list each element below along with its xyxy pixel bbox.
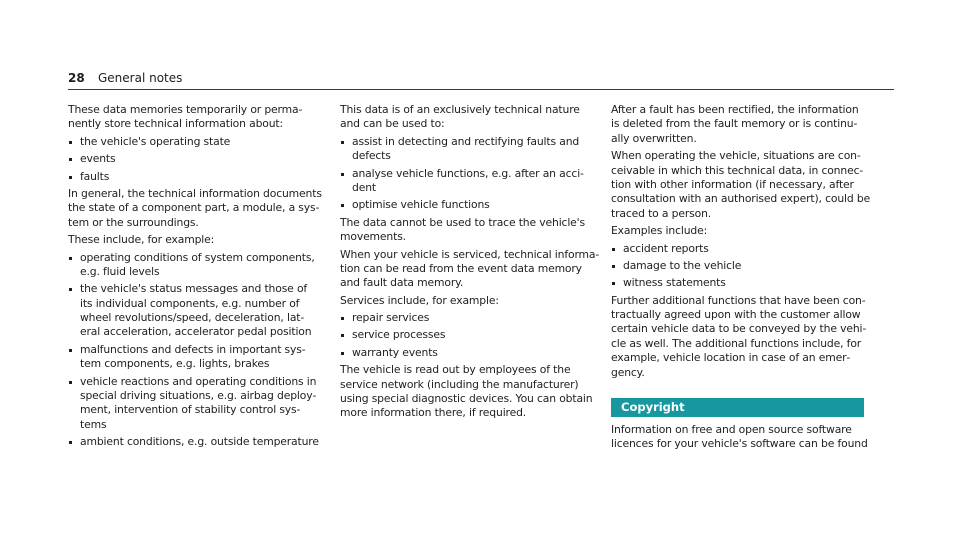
bullet-item bbox=[68, 170, 324, 184]
paragraph bbox=[68, 187, 324, 230]
paragraph bbox=[611, 294, 867, 380]
text-line: ceivable in which this technical data, in connec‐ bbox=[611, 163, 864, 177]
text-line: example, vehicle location in case of an emer‐ bbox=[611, 351, 851, 365]
text-line: Further additional functions that have been con‐ bbox=[611, 293, 866, 307]
text-line: warranty events bbox=[352, 345, 438, 359]
paragraph bbox=[68, 233, 324, 247]
text-line: operating conditions of system components, bbox=[80, 250, 315, 264]
paragraph bbox=[340, 363, 596, 421]
text-column-2 bbox=[340, 103, 600, 424]
text-line: damage to the vehicle bbox=[623, 258, 742, 272]
bullet-item bbox=[68, 343, 324, 372]
bullet-list bbox=[68, 135, 324, 184]
paragraph bbox=[611, 224, 867, 238]
paragraph bbox=[611, 103, 867, 146]
text-line: These data memories temporarily or perma‐ bbox=[68, 103, 303, 116]
text-line: the vehicle's status messages and those of bbox=[80, 282, 308, 296]
text-line: cle as well. The additional functions include, for bbox=[611, 336, 862, 350]
text-line: using special diagnostic devices. You can obtain bbox=[340, 392, 593, 406]
section-title: General notes bbox=[98, 71, 183, 85]
text-line: tion can be read from the event data memory bbox=[340, 261, 582, 275]
paragraph bbox=[340, 216, 596, 245]
text-line: more information there, if required. bbox=[340, 406, 527, 420]
bullet-item bbox=[340, 167, 596, 196]
text-line: faults bbox=[80, 169, 110, 183]
bullet-item bbox=[611, 259, 867, 273]
text-line: events bbox=[80, 152, 116, 166]
text-line: ally overwritten. bbox=[611, 131, 697, 145]
bullet-list bbox=[611, 242, 867, 291]
text-line: ambient conditions, e.g. outside temperature bbox=[80, 435, 319, 449]
text-line: When your vehicle is serviced, technical informa‐ bbox=[340, 247, 600, 261]
text-line: The vehicle is read out by employees of the bbox=[340, 363, 571, 377]
text-line: service processes bbox=[352, 328, 446, 342]
text-line: licences for your vehicle's software can be found bbox=[611, 437, 868, 451]
text-line: eral acceleration, accelerator pedal position bbox=[80, 325, 312, 339]
text-line: repair services bbox=[352, 311, 430, 325]
text-line: tem or the surroundings. bbox=[68, 215, 199, 229]
text-line: wheel revolutions/speed, deceleration, lat‐ bbox=[80, 311, 305, 325]
text-line: After a fault has been rectified, the information bbox=[611, 103, 859, 116]
bullet-item bbox=[340, 198, 596, 212]
bullet-item bbox=[68, 375, 324, 433]
text-line: tractually agreed upon with the customer allow bbox=[611, 308, 861, 322]
header-divider bbox=[68, 89, 894, 90]
text-line: The data cannot be used to trace the vehicle's bbox=[340, 215, 585, 229]
text-line: its individual components, e.g. number of bbox=[80, 296, 300, 310]
bullet-item bbox=[611, 276, 867, 290]
text-line: tion with other information (if necessary, after bbox=[611, 177, 854, 191]
text-line: e.g. fluid levels bbox=[80, 264, 160, 278]
bullet-item bbox=[68, 282, 324, 340]
bullet-list bbox=[68, 251, 324, 450]
bullet-item bbox=[68, 435, 324, 449]
text-line: accident reports bbox=[623, 241, 709, 255]
bullet-item bbox=[340, 311, 596, 325]
text-line: is deleted from the fault memory or is continu‐ bbox=[611, 117, 858, 131]
text-line: ment, intervention of stability control sys‐ bbox=[80, 403, 301, 417]
bullet-item bbox=[340, 135, 596, 164]
paragraph bbox=[68, 103, 324, 132]
bullet-item bbox=[68, 135, 324, 149]
copyright-heading: Copyright bbox=[621, 400, 685, 414]
text-line: These include, for example: bbox=[68, 233, 215, 247]
text-column-3 bbox=[611, 103, 871, 383]
text-line: defects bbox=[352, 149, 391, 163]
copyright-paragraph bbox=[611, 423, 867, 452]
text-line: certain vehicle data to be conveyed by the vehi‐ bbox=[611, 322, 867, 336]
text-line: tem components, e.g. lights, brakes bbox=[80, 357, 270, 371]
page-number: 28 bbox=[68, 71, 85, 85]
text-line: the vehicle's operating state bbox=[80, 134, 231, 148]
bullet-item bbox=[68, 152, 324, 166]
text-line: vehicle reactions and operating conditions in bbox=[80, 374, 317, 388]
text-line: nently store technical information about: bbox=[68, 117, 283, 131]
text-line: When operating the vehicle, situations are con‐ bbox=[611, 149, 861, 163]
bullet-item bbox=[68, 251, 324, 280]
text-line: analyse vehicle functions, e.g. after an acci‐ bbox=[352, 166, 584, 180]
bullet-item bbox=[340, 328, 596, 342]
text-line: and can be used to: bbox=[340, 117, 445, 131]
bullet-list bbox=[340, 311, 596, 360]
paragraph bbox=[611, 149, 871, 221]
text-line: traced to a person. bbox=[611, 206, 712, 220]
bullet-item bbox=[340, 346, 596, 360]
copyright-heading-bar bbox=[611, 398, 864, 417]
text-line: tems bbox=[80, 417, 107, 431]
text-line: optimise vehicle functions bbox=[352, 198, 490, 212]
text-line: service network (including the manufacturer) bbox=[340, 377, 579, 391]
text-line: witness statements bbox=[623, 276, 726, 290]
text-line: malfunctions and defects in important sys‐ bbox=[80, 342, 306, 356]
page-header bbox=[68, 70, 894, 92]
text-line: Examples include: bbox=[611, 224, 708, 238]
bullet-item bbox=[611, 242, 867, 256]
text-line: movements. bbox=[340, 230, 406, 244]
text-line: This data is of an exclusively technical nature bbox=[340, 103, 580, 116]
text-line: Services include, for example: bbox=[340, 293, 499, 307]
paragraph bbox=[340, 294, 596, 308]
text-line: Information on free and open source software bbox=[611, 423, 852, 436]
paragraph bbox=[340, 103, 596, 132]
bullet-list bbox=[340, 135, 596, 213]
text-column-1 bbox=[68, 103, 324, 453]
text-line: and fault data memory. bbox=[340, 276, 464, 290]
text-line: consultation with an authorised expert), could be bbox=[611, 192, 871, 206]
text-line: the state of a component part, a module, a sys‐ bbox=[68, 201, 320, 215]
text-line: assist in detecting and rectifying faults and bbox=[352, 134, 580, 148]
text-line: In general, the technical information documents bbox=[68, 186, 322, 200]
paragraph bbox=[340, 247, 600, 291]
text-line: dent bbox=[352, 180, 376, 194]
text-line: special driving situations, e.g. airbag deploy‐ bbox=[80, 389, 317, 403]
text-line: gency. bbox=[611, 365, 645, 379]
